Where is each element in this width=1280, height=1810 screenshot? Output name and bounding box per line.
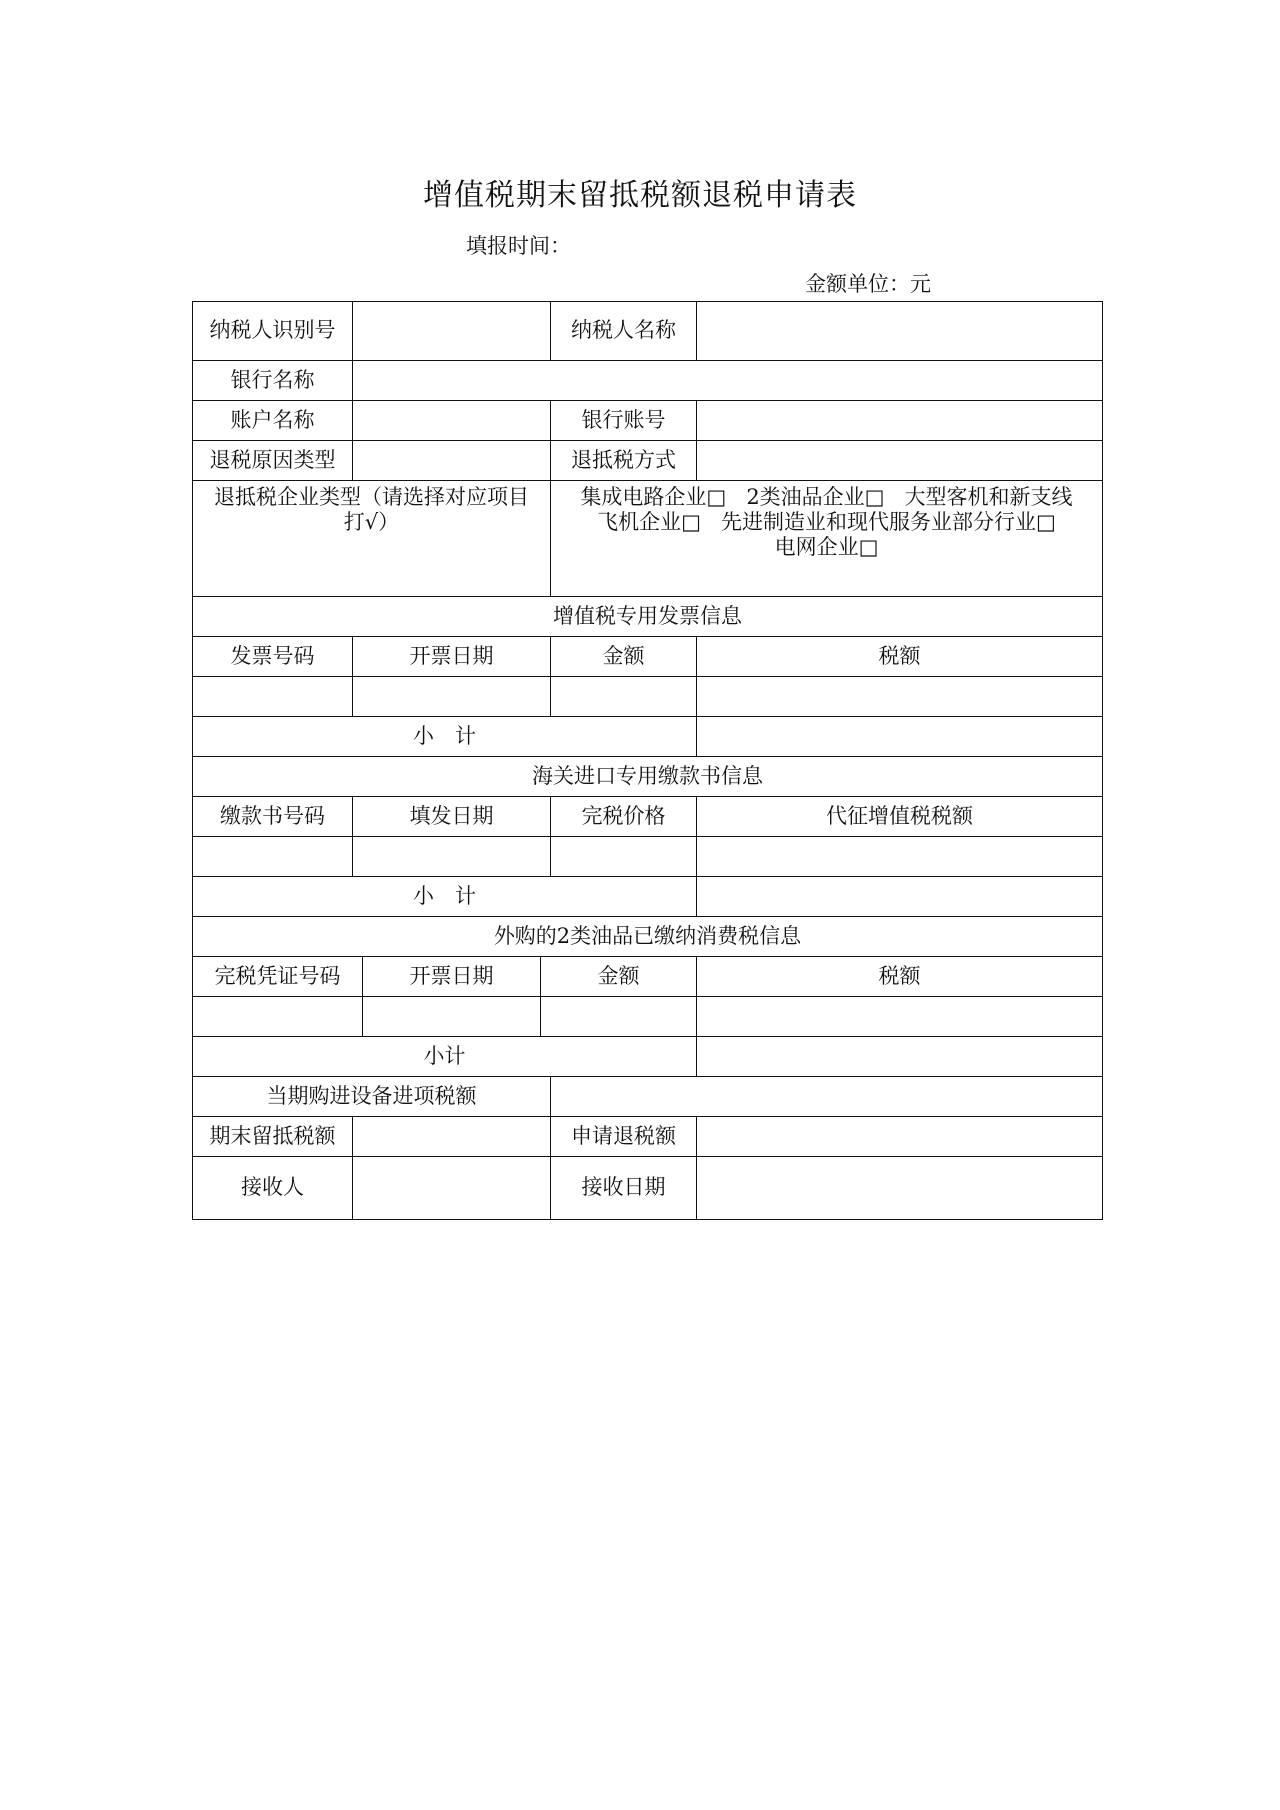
option-aircraft-enterprise-part2[interactable]: 飞机企业□ [597, 510, 701, 535]
taxpayer-id-field[interactable] [353, 302, 551, 361]
oil-section-header: 外购的2类油品已缴纳消费税信息 [193, 917, 1103, 957]
taxpayer-id-label: 纳税人识别号 [193, 302, 353, 361]
apply-refund-label: 申请退税额 [551, 1117, 697, 1157]
account-name-label: 账户名称 [193, 401, 353, 441]
enterprise-type-label [193, 481, 551, 597]
option-ic-enterprise[interactable]: 集成电路企业□ [580, 485, 727, 509]
equipment-input-tax-field[interactable] [551, 1077, 1103, 1117]
vat-invoice-date-cell[interactable] [353, 677, 551, 717]
ending-credit-label: 期末留抵税额 [193, 1117, 353, 1157]
refund-method-label: 退抵税方式 [551, 441, 697, 481]
vat-invoice-tax-cell[interactable] [697, 677, 1103, 717]
vat-invoice-section-header: 增值税专用发票信息 [193, 597, 1103, 637]
amount-unit-label: 金额单位：元 [805, 272, 931, 296]
vat-invoice-amount-header: 金额 [551, 637, 697, 677]
oil-voucher-number-header: 完税凭证号码 [193, 957, 363, 997]
customs-subtotal-cell[interactable] [697, 877, 1103, 917]
oil-subtotal-cell[interactable] [697, 1037, 1103, 1077]
customs-number-cell[interactable] [193, 837, 353, 877]
receiver-label: 接收人 [193, 1157, 353, 1220]
customs-subtotal-label: 小 计 [193, 877, 697, 917]
refund-application-table [192, 301, 1103, 1220]
customs-price-cell[interactable] [551, 837, 697, 877]
option-advanced-manufacturing[interactable]: 先进制造业和现代服务业部分行业□ [721, 510, 1056, 535]
enterprise-type-options-line3 [555, 535, 1098, 560]
customs-vat-cell[interactable] [697, 837, 1103, 877]
enterprise-type-options-line2 [555, 510, 1098, 535]
oil-amount-cell[interactable] [541, 997, 697, 1037]
vat-invoice-number-cell[interactable] [193, 677, 353, 717]
enterprise-type-options[interactable] [551, 481, 1103, 597]
page-title: 增值税期末留抵税额退税申请表 [423, 178, 857, 213]
customs-date-header: 填发日期 [353, 797, 551, 837]
taxpayer-name-field[interactable] [697, 302, 1103, 361]
ending-credit-field[interactable] [353, 1117, 551, 1157]
vat-invoice-date-header: 开票日期 [353, 637, 551, 677]
oil-tax-cell[interactable] [697, 997, 1103, 1037]
receiver-field[interactable] [353, 1157, 551, 1220]
account-name-field[interactable] [353, 401, 551, 441]
receive-date-field[interactable] [697, 1157, 1103, 1220]
option-aircraft-enterprise-part1[interactable]: 大型客机和新支线 [904, 485, 1073, 509]
oil-tax-header: 税额 [697, 957, 1103, 997]
vat-invoice-subtotal-cell[interactable] [697, 717, 1103, 757]
option-oil-enterprise[interactable]: 2类油品企业□ [746, 485, 885, 509]
equipment-input-tax-label: 当期购进设备进项税额 [193, 1077, 551, 1117]
taxpayer-name-label: 纳税人名称 [551, 302, 697, 361]
customs-date-cell[interactable] [353, 837, 551, 877]
refund-method-field[interactable] [697, 441, 1103, 481]
enterprise-type-label-line1: 退抵税企业类型（请选择对应项目 [214, 485, 529, 509]
enterprise-type-label-line2: 打√） [343, 510, 400, 535]
option-power-grid-enterprise[interactable]: 电网企业□ [774, 535, 879, 560]
fill-time-label: 填报时间： [466, 234, 571, 258]
bank-name-field[interactable] [353, 361, 1103, 401]
enterprise-type-options-line1 [555, 485, 1098, 510]
vat-invoice-number-header: 发票号码 [193, 637, 353, 677]
apply-refund-field[interactable] [697, 1117, 1103, 1157]
customs-section-header: 海关进口专用缴款书信息 [193, 757, 1103, 797]
bank-account-label: 银行账号 [551, 401, 697, 441]
customs-number-header: 缴款书号码 [193, 797, 353, 837]
vat-invoice-amount-cell[interactable] [551, 677, 697, 717]
oil-subtotal-label: 小计 [193, 1037, 697, 1077]
bank-name-label: 银行名称 [193, 361, 353, 401]
refund-reason-field[interactable] [353, 441, 551, 481]
oil-voucher-number-cell[interactable] [193, 997, 363, 1037]
customs-price-header: 完税价格 [551, 797, 697, 837]
refund-reason-label: 退税原因类型 [193, 441, 353, 481]
customs-vat-header: 代征增值税税额 [697, 797, 1103, 837]
oil-date-header: 开票日期 [363, 957, 541, 997]
oil-amount-header: 金额 [541, 957, 697, 997]
vat-invoice-tax-header: 税额 [697, 637, 1103, 677]
vat-invoice-subtotal-label: 小 计 [193, 717, 697, 757]
receive-date-label: 接收日期 [551, 1157, 697, 1220]
bank-account-field[interactable] [697, 401, 1103, 441]
oil-date-cell[interactable] [363, 997, 541, 1037]
